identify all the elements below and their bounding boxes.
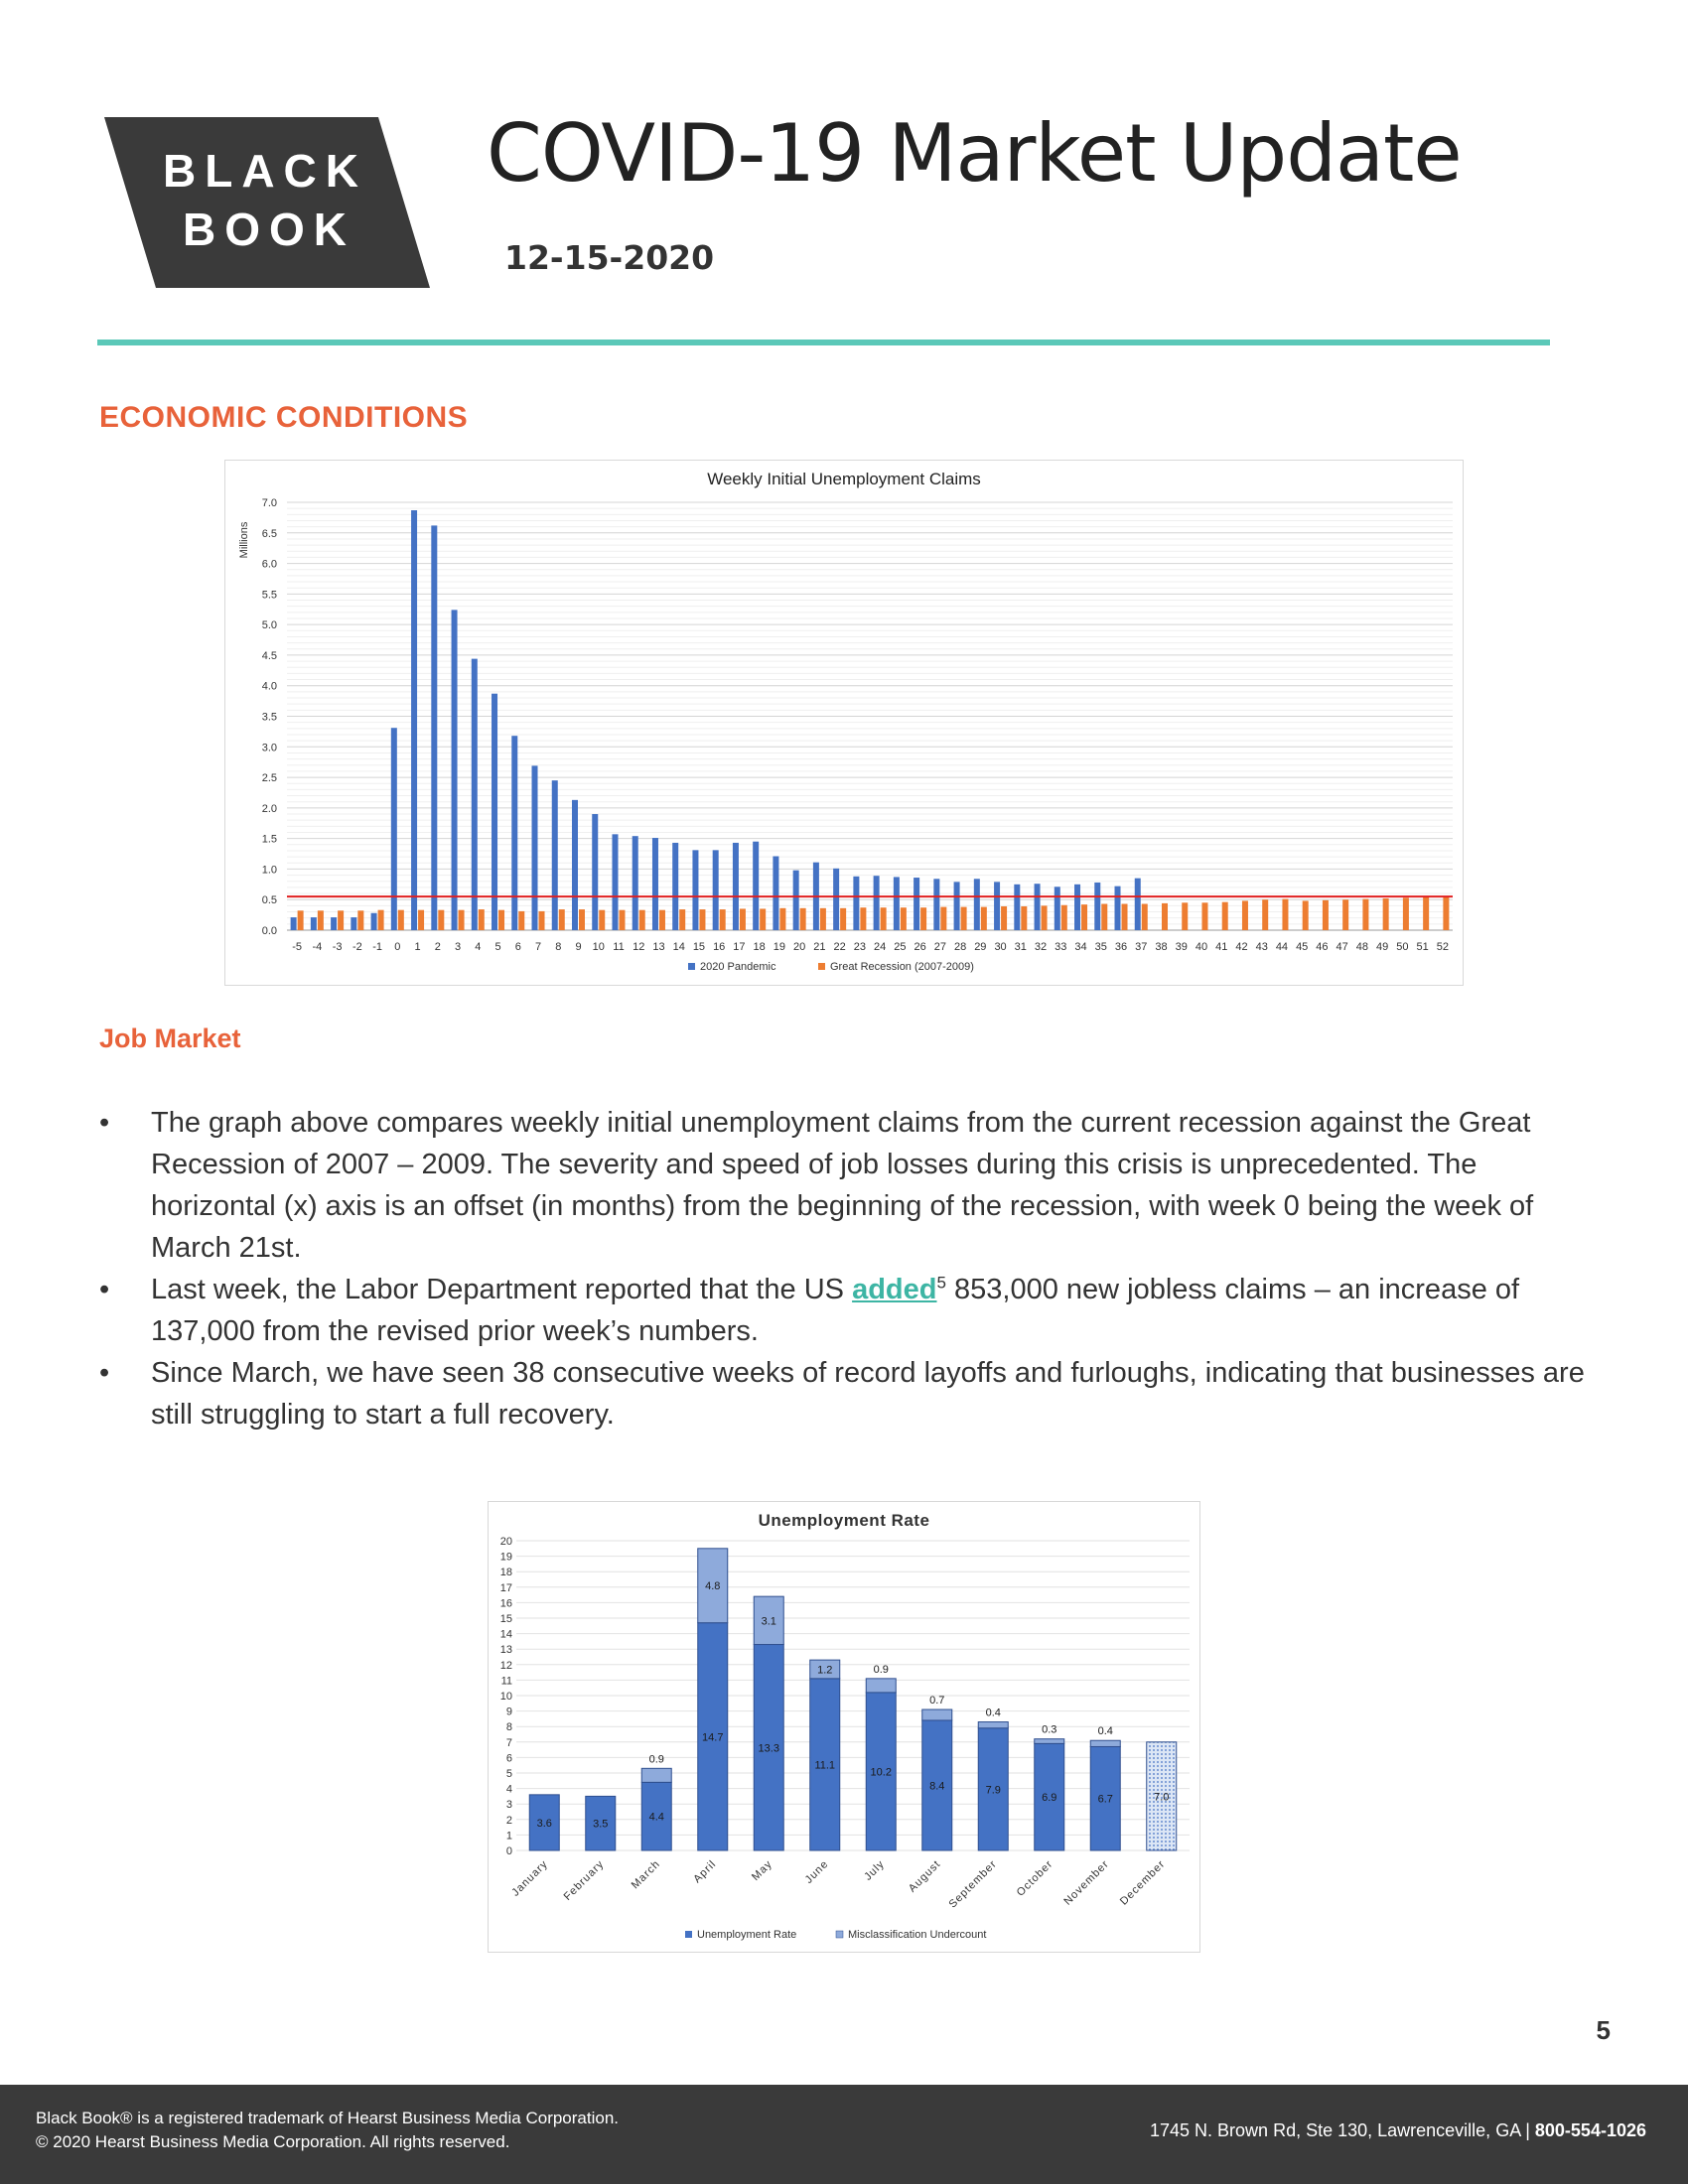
recession-bar — [398, 910, 404, 930]
pandemic-bar — [452, 610, 458, 930]
recession-bar — [1242, 900, 1248, 930]
header-divider — [97, 340, 1550, 345]
unemployment-value-label: 6.9 — [1042, 1792, 1057, 1805]
x-tick-label: September — [946, 1857, 1000, 1911]
pandemic-bar — [572, 800, 578, 930]
undercount-bar — [978, 1722, 1008, 1728]
x-tick-label: July — [862, 1857, 888, 1883]
x-tick-label: 28 — [953, 941, 967, 953]
pandemic-bar — [391, 728, 397, 930]
pandemic-bar — [1055, 887, 1060, 930]
recession-bar — [539, 911, 545, 930]
pandemic-bar — [351, 917, 356, 930]
pandemic-bar — [894, 877, 900, 930]
x-tick-label: October — [1014, 1857, 1055, 1899]
weekly-claims-chart — [224, 460, 1464, 986]
x-tick-label: -2 — [352, 941, 362, 953]
y-tick-label: 2.0 — [261, 802, 277, 815]
undercount-bar — [922, 1709, 952, 1720]
pandemic-bar — [933, 879, 939, 930]
recession-bar — [639, 910, 645, 930]
y-tick-label: 9 — [505, 1706, 512, 1718]
x-tick-label: -5 — [292, 941, 303, 953]
job-market-heading: Job Market — [99, 1024, 241, 1053]
bullet-item — [99, 1269, 1599, 1352]
recession-bar — [1423, 897, 1429, 930]
footer-copyright: © 2020 Hearst Business Media Corporation. All rights reserved. — [36, 2132, 510, 2151]
undercount-value-label: 0.7 — [929, 1695, 945, 1707]
pandemic-bar — [1074, 885, 1080, 930]
bullet-list — [99, 1102, 1599, 1435]
x-tick-label: 29 — [974, 941, 987, 953]
recession-bar — [740, 908, 746, 930]
pandemic-bar — [1094, 883, 1100, 930]
legend-label-recession: Great Recession (2007-2009) — [830, 961, 974, 973]
y-tick-label: 2.5 — [261, 772, 277, 785]
unemployment-value-label: 13.3 — [758, 1742, 779, 1755]
bullet-text-after: 853,000 new jobless claims – an increase of 137,000 from the revised prior week’s numbers. — [151, 1274, 1520, 1347]
x-tick-label: 20 — [793, 941, 806, 953]
recession-bar — [1001, 906, 1007, 930]
pandemic-bar — [612, 834, 618, 930]
page-number: 5 — [1596, 2015, 1611, 2045]
recession-bar — [1262, 899, 1268, 930]
x-tick-label: 48 — [1355, 941, 1369, 953]
y-axis-label: Millions — [238, 521, 250, 559]
recession-bar — [1282, 899, 1288, 930]
pandemic-bar — [753, 842, 759, 930]
bullet-text: The graph above compares weekly initial unemployment claims from the current recession against the Great Recession of 2007 – 2009. The severity and speed of job losses during this crisis is unprecedented. The horizontal (x) axis is an offset (in months) from the beginning of the recession, with week 0 being the week of March 21st. — [151, 1107, 1534, 1264]
y-tick-label: 4 — [505, 1783, 512, 1796]
recession-bar — [901, 907, 907, 930]
logo-line2: BOOK — [183, 204, 355, 255]
y-tick-label: 11 — [500, 1675, 512, 1688]
pandemic-bar — [833, 869, 839, 930]
x-tick-label: May — [750, 1857, 775, 1883]
pandemic-bar — [592, 814, 598, 930]
bullet-dot-icon: • — [99, 1357, 110, 1389]
x-tick-label: 40 — [1195, 941, 1208, 953]
logo-line1: BLACK — [163, 145, 367, 197]
undercount-value-label: 0.9 — [873, 1663, 889, 1676]
pandemic-bar — [532, 765, 538, 930]
pandemic-bar — [1035, 884, 1041, 930]
recession-bar — [479, 909, 485, 930]
footer-trademark: Black Book® is a registered trademark of Hearst Business Media Corporation. — [36, 2109, 620, 2127]
y-tick-label: 5.0 — [261, 619, 277, 632]
x-tick-label: 17 — [733, 941, 746, 953]
y-tick-label: 5.5 — [261, 589, 277, 602]
x-tick-label: 50 — [1396, 941, 1409, 953]
unemployment-value-label: 7.0 — [1154, 1791, 1170, 1804]
recession-bar — [418, 910, 424, 930]
weekly-claims-svg — [225, 461, 1463, 985]
x-tick-label: 24 — [873, 941, 887, 953]
added-link[interactable]: added — [852, 1274, 937, 1305]
x-tick-label: 26 — [914, 941, 926, 953]
undercount-value-label: 3.1 — [761, 1615, 776, 1628]
y-tick-label: 6 — [505, 1752, 512, 1765]
x-tick-label: 1 — [414, 941, 421, 953]
recession-bar — [1042, 905, 1048, 930]
recession-bar — [720, 909, 726, 930]
y-tick-label: 20 — [499, 1536, 512, 1548]
footnote-ref: 5 — [936, 1273, 946, 1293]
x-tick-label: 31 — [1014, 941, 1027, 953]
unemployment-value-label: 10.2 — [870, 1766, 892, 1779]
bullet-item — [99, 1102, 1599, 1269]
recession-bar — [338, 910, 344, 930]
x-tick-label: 44 — [1275, 941, 1289, 953]
y-tick-label: 7.0 — [261, 497, 277, 509]
recession-bar — [699, 909, 705, 930]
x-tick-label: 5 — [494, 941, 501, 953]
y-tick-label: 14 — [499, 1628, 512, 1641]
x-tick-label: 33 — [1055, 941, 1067, 953]
undercount-value-label: 0.4 — [1097, 1725, 1113, 1738]
y-tick-label: 0 — [505, 1845, 512, 1857]
x-tick-label: 23 — [853, 941, 867, 953]
pandemic-bar — [954, 882, 960, 930]
unemployment-value-label: 8.4 — [929, 1780, 945, 1793]
x-tick-label: 51 — [1416, 941, 1429, 953]
chart-title: Unemployment Rate — [758, 1511, 930, 1530]
pandemic-bar — [633, 836, 638, 930]
x-tick-label: -1 — [372, 941, 382, 953]
x-tick-label: 7 — [534, 941, 542, 953]
recession-bar — [981, 907, 987, 930]
recession-bar — [599, 910, 605, 930]
x-tick-label: 0 — [394, 941, 401, 953]
undercount-value-label: 4.8 — [705, 1580, 721, 1593]
undercount-bar — [1090, 1740, 1120, 1746]
recession-bar — [840, 908, 846, 930]
x-tick-label: 43 — [1255, 941, 1268, 953]
x-tick-label: -4 — [312, 941, 323, 953]
x-tick-label: 11 — [613, 941, 625, 953]
x-tick-label: 16 — [713, 941, 726, 953]
legend-swatch-undercount — [836, 1931, 843, 1938]
undercount-value-label: 0.3 — [1042, 1723, 1057, 1736]
recession-bar — [860, 907, 866, 930]
legend-swatch-unemployment — [685, 1931, 692, 1938]
recession-bar — [1323, 900, 1329, 930]
x-tick-label: 18 — [753, 941, 766, 953]
unemployment-rate-chart — [488, 1501, 1200, 1953]
section-title: ECONOMIC CONDITIONS — [99, 401, 469, 434]
recession-bar — [1303, 900, 1309, 930]
x-tick-label: 19 — [773, 941, 786, 953]
pandemic-bar — [411, 510, 417, 930]
x-tick-label: December — [1117, 1857, 1168, 1908]
y-tick-label: 8 — [505, 1721, 512, 1734]
legend-swatch-recession — [818, 963, 825, 970]
pandemic-bar — [291, 917, 297, 930]
y-tick-label: 4.5 — [261, 649, 277, 662]
recession-bar — [298, 910, 304, 930]
recession-bar — [318, 910, 324, 930]
x-tick-label: 30 — [994, 941, 1007, 953]
legend-label-pandemic: 2020 Pandemic — [700, 961, 776, 973]
x-tick-label: 35 — [1094, 941, 1107, 953]
x-tick-label: 21 — [813, 941, 826, 953]
unemployment-value-label: 7.9 — [985, 1784, 1001, 1797]
bullet-dot-icon: • — [99, 1274, 110, 1305]
page-title: COVID-19 Market Update — [487, 107, 1462, 200]
legend-swatch-pandemic — [688, 963, 695, 970]
x-tick-label: 47 — [1336, 941, 1348, 953]
footer-legal — [36, 2107, 619, 2154]
x-tick-label: 36 — [1114, 941, 1128, 953]
recession-bar — [579, 909, 585, 930]
pandemic-bar — [652, 838, 658, 930]
y-tick-label: 13 — [499, 1644, 512, 1657]
recession-bar — [619, 910, 625, 930]
recession-bar — [1162, 903, 1168, 930]
x-tick-label: August — [906, 1857, 943, 1895]
y-tick-label: 17 — [499, 1581, 512, 1594]
undercount-value-label: 1.2 — [817, 1664, 833, 1677]
y-tick-label: 18 — [499, 1567, 512, 1579]
recession-bar — [1182, 902, 1188, 930]
pandemic-bar — [371, 913, 377, 930]
recession-bar — [1021, 906, 1027, 930]
recession-bar — [881, 907, 887, 930]
x-tick-label: November — [1061, 1857, 1112, 1908]
recession-bar — [1443, 896, 1449, 930]
legend-label-unemployment: Unemployment Rate — [697, 1929, 797, 1941]
bullet-text: Since March, we have seen 38 consecutive weeks of record layoffs and furloughs, indicating that businesses are still struggling to start a full recovery. — [151, 1357, 1585, 1431]
pandemic-bar — [874, 876, 880, 930]
pandemic-bar — [511, 736, 517, 930]
recession-bar — [679, 909, 685, 930]
x-tick-label: 10 — [592, 941, 605, 953]
pandemic-bar — [1135, 879, 1141, 930]
pandemic-bar — [672, 843, 678, 930]
x-tick-label: 46 — [1316, 941, 1329, 953]
report-date: 12-15-2020 — [504, 238, 715, 277]
y-tick-label: 0.0 — [261, 925, 277, 937]
pandemic-bar — [492, 694, 497, 930]
recession-bar — [1081, 904, 1087, 930]
pandemic-bar — [733, 843, 739, 930]
recession-bar — [920, 907, 926, 930]
x-tick-label: 45 — [1296, 941, 1309, 953]
y-tick-label: 12 — [499, 1659, 512, 1672]
x-tick-label: 22 — [833, 941, 846, 953]
x-tick-label: 8 — [555, 941, 562, 953]
x-tick-label: 27 — [933, 941, 946, 953]
y-tick-label: 6.5 — [261, 527, 277, 540]
footer-phone: 800-554-1026 — [1534, 2120, 1646, 2140]
y-tick-label: 2 — [505, 1814, 512, 1827]
y-tick-label: 3.5 — [261, 711, 277, 724]
x-tick-label: -3 — [332, 941, 343, 953]
x-tick-label: February — [561, 1857, 607, 1903]
x-tick-label: 42 — [1235, 941, 1248, 953]
recession-bar — [961, 907, 967, 930]
footer-address: 1745 N. Brown Rd, Ste 130, Lawrenceville, GA | — [1150, 2120, 1535, 2140]
footer-contact — [1150, 2120, 1646, 2141]
x-tick-label: 25 — [894, 941, 907, 953]
footer — [0, 2085, 1688, 2184]
x-tick-label: January — [509, 1857, 551, 1899]
x-tick-label: 39 — [1175, 941, 1188, 953]
undercount-value-label: 0.9 — [648, 1753, 664, 1766]
recession-bar — [1142, 904, 1148, 930]
recession-bar — [518, 911, 524, 930]
pandemic-bar — [773, 856, 778, 930]
x-tick-label: 14 — [672, 941, 685, 953]
undercount-bar — [641, 1768, 671, 1782]
recession-bar — [800, 908, 806, 930]
recession-bar — [1122, 904, 1128, 930]
pandemic-bar — [692, 850, 698, 930]
y-tick-label: 1 — [505, 1830, 512, 1843]
recession-bar — [559, 909, 565, 930]
unemployment-rate-svg — [489, 1502, 1199, 1952]
legend-label-undercount: Misclassification Undercount — [848, 1929, 987, 1941]
recession-bar — [1061, 905, 1067, 930]
recession-bar — [1342, 899, 1348, 930]
y-tick-label: 16 — [499, 1597, 512, 1610]
pandemic-bar — [853, 877, 859, 930]
x-tick-label: 3 — [454, 941, 462, 953]
unemployment-value-label: 11.1 — [814, 1759, 836, 1772]
x-tick-label: 49 — [1376, 941, 1389, 953]
unemployment-value-label: 3.5 — [593, 1818, 609, 1831]
x-tick-label: 38 — [1155, 941, 1168, 953]
pandemic-bar — [793, 871, 799, 930]
bullet-item — [99, 1352, 1599, 1435]
recession-bar — [357, 910, 363, 930]
x-tick-label: 4 — [475, 941, 482, 953]
y-tick-label: 5 — [505, 1768, 512, 1780]
pandemic-bar — [331, 917, 337, 930]
y-tick-label: 7 — [505, 1736, 512, 1749]
chart-title: Weekly Initial Unemployment Claims — [707, 470, 981, 488]
x-tick-label: 41 — [1215, 941, 1228, 953]
y-tick-label: 0.5 — [261, 894, 277, 907]
recession-bar — [760, 908, 766, 930]
recession-bar — [820, 908, 826, 930]
x-tick-label: 52 — [1436, 941, 1450, 953]
pandemic-bar — [974, 879, 980, 930]
logo-mark — [104, 117, 430, 288]
pandemic-bar — [311, 917, 317, 930]
y-tick-label: 10 — [499, 1691, 512, 1703]
unemployment-value-label: 14.7 — [702, 1731, 724, 1744]
y-tick-label: 1.0 — [261, 864, 277, 877]
recession-bar — [498, 910, 504, 930]
bullet-text-before: Last week, the Labor Department reported that the US — [151, 1274, 853, 1305]
y-tick-label: 1.5 — [261, 833, 277, 846]
undercount-value-label: 0.4 — [985, 1706, 1001, 1719]
undercount-bar — [866, 1679, 896, 1693]
bullet-dot-icon: • — [99, 1107, 110, 1139]
x-tick-label: 2 — [434, 941, 441, 953]
pandemic-bar — [431, 525, 437, 930]
recession-bar — [1101, 904, 1107, 930]
x-tick-label: April — [691, 1857, 719, 1886]
pandemic-bar — [472, 659, 478, 930]
undercount-bar — [1035, 1739, 1064, 1744]
x-tick-label: March — [629, 1857, 663, 1892]
unemployment-value-label: 3.6 — [536, 1817, 552, 1830]
pandemic-bar — [994, 882, 1000, 930]
x-tick-label: 32 — [1034, 941, 1048, 953]
pandemic-bar — [914, 878, 919, 930]
x-tick-label: June — [802, 1857, 831, 1886]
x-tick-label: 37 — [1135, 941, 1148, 953]
x-tick-label: 34 — [1074, 941, 1087, 953]
x-tick-label: 13 — [652, 941, 665, 953]
y-tick-label: 15 — [499, 1613, 512, 1625]
recession-bar — [940, 907, 946, 930]
x-tick-label: 6 — [514, 941, 521, 953]
pandemic-bar — [713, 850, 719, 930]
recession-bar — [1222, 902, 1228, 930]
x-tick-label: 9 — [575, 941, 582, 953]
x-tick-label: 15 — [692, 941, 706, 953]
y-tick-label: 6.0 — [261, 558, 277, 571]
y-tick-label: 3.0 — [261, 742, 277, 754]
recession-bar — [1383, 898, 1389, 930]
recession-bar — [1201, 902, 1207, 930]
recession-bar — [459, 910, 465, 930]
unemployment-value-label: 6.7 — [1097, 1793, 1113, 1806]
pandemic-bar — [1014, 885, 1020, 930]
x-tick-label: 12 — [633, 941, 645, 953]
y-tick-label: 4.0 — [261, 680, 277, 693]
unemployment-value-label: 4.4 — [648, 1811, 664, 1824]
recession-bar — [438, 910, 444, 930]
pandemic-bar — [1115, 887, 1121, 930]
black-book-logo — [104, 117, 430, 288]
recession-bar — [1403, 897, 1409, 930]
recession-bar — [378, 910, 384, 930]
pandemic-bar — [552, 780, 558, 930]
recession-bar — [1362, 899, 1368, 930]
recession-bar — [779, 908, 785, 930]
recession-bar — [659, 910, 665, 930]
y-tick-label: 3 — [505, 1799, 512, 1812]
y-tick-label: 19 — [499, 1551, 512, 1564]
